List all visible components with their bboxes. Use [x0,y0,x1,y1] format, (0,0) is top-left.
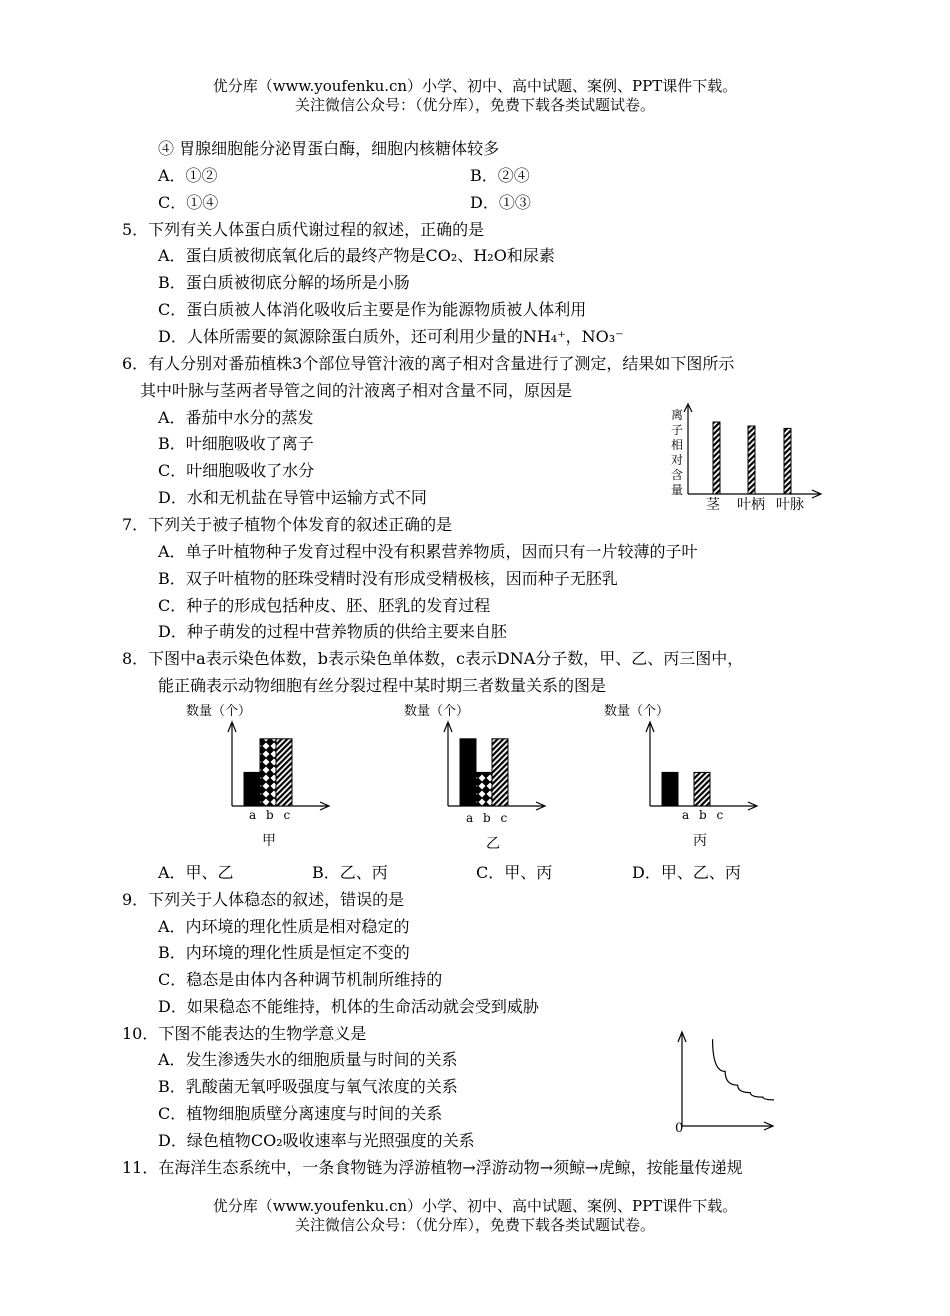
q6-option-b: B．叶细胞吸收了离子 [158,434,314,453]
q8-乙-bar-c [492,739,508,806]
q6-option-d: D．水和无机盐在导管中运输方式不同 [158,488,427,507]
q7-stem: 7．下列关于被子植物个体发育的叙述正确的是 [122,515,453,534]
q6-x-tick-vein: 叶脉 [776,497,804,513]
q8-bing-tick-labels: a b c [682,808,727,822]
q10-option-d: D．绿色植物CO₂吸收速率与光照强度的关系 [158,1131,475,1150]
q11-stem: 11．在海洋生态系统中，一条食物链为浮游植物→浮游动物→须鲸→虎鲸，按能量传递规 [122,1158,743,1177]
page-footer-line2: 关注微信公众号：（优分库），免费下载各类试题试卷。 [294,1216,655,1234]
q8-stem-line1: 8．下图中a表示染色体数，b表示染色单体数，c表示DNA分子数，甲、乙、丙三图中， [122,649,744,668]
q8-stem-line2: 能正确表示动物细胞有丝分裂过程中某时期三者数量关系的图是 [158,676,607,695]
q10-stem: 10．下图不能表达的生物学意义是 [122,1024,367,1043]
q8-甲-bar-a [244,772,260,806]
q8-jia-title: 甲 [262,833,276,849]
q7-option-a: A．单子叶植物种子发育过程中没有积累营养物质，因而只有一片较薄的子叶 [158,542,698,561]
q8-yi-tick-labels: a b c [466,811,511,825]
q8-yi-ylabel: 数量（个） [404,704,470,719]
q8-jia-tick-labels: a b c [249,808,294,822]
q10-origin-label: 0 [675,1121,684,1136]
q4-item4: ④ 胃腺细胞能分泌胃蛋白酶，细胞内核糖体较多 [158,139,500,158]
q10-option-b: B．乳酸菌无氧呼吸强度与氧气浓度的关系 [158,1077,458,1096]
q6-x-tick-petiole: 叶柄 [737,497,765,513]
q6-x-tick-stem: 茎 [706,497,720,513]
q8-option-a: A．甲、乙 [158,863,234,882]
q8-bing-ylabel: 数量（个） [604,704,670,719]
q9-option-b: B．内环境的理化性质是恒定不变的 [158,943,410,962]
q7-option-c: C．种子的形成包括种皮、胚、胚乳的发育过程 [158,596,491,615]
q6-stem-line1: 6．有人分别对番茄植株3个部位导管汁液的离子相对含量进行了测定，结果如下图所示 [122,354,735,373]
q6-option-a: A．番茄中水分的蒸发 [158,408,314,427]
q5-option-c: C．蛋白质被人体消化吸收后主要是作为能源物质被人体利用 [158,300,587,319]
q4-option-a: A．①② [158,166,218,185]
q10-curve-line [713,1039,774,1100]
q8-乙-bar-a [460,739,476,806]
q8-甲-bar-b [260,739,276,806]
q9-stem: 9．下列关于人体稳态的叙述，错误的是 [122,890,405,909]
q8-jia-ylabel: 数量（个） [186,704,252,719]
page-footer-line1: 优分库（www.youfenku.cn）小学、初中、高中试题、案例、PPT课件下载。 [212,1197,738,1215]
q8-option-b: B．乙、丙 [312,863,388,882]
q5-option-b: B．蛋白质被彻底分解的场所是小肠 [158,273,410,292]
q8-chart-jia [222,718,332,813]
q9-option-a: A．内环境的理化性质是相对稳定的 [158,917,410,936]
q7-option-d: D．种子萌发的过程中营养物质的供给主要来自胚 [158,622,507,641]
q10-option-c: C．植物细胞质壁分离速度与时间的关系 [158,1104,443,1123]
q8-bing-title: 丙 [693,833,707,849]
q4-option-c: C．①④ [158,193,219,212]
page-header-line2: 关注微信公众号：（优分库），免费下载各类试题试卷。 [294,96,655,114]
q4-option-b: B．②④ [470,166,530,185]
q6-bar-叶柄 [748,426,755,494]
page-header-line1: 优分库（www.youfenku.cn）小学、初中、高中试题、案例、PPT课件下载。 [212,77,738,95]
q5-stem: 5．下列有关人体蛋白质代谢过程的叙述，正确的是 [122,220,485,239]
q9-option-d: D．如果稳态不能维持，机体的生命活动就会受到威胁 [158,997,539,1016]
q6-y-label: 离子相对含量 [671,408,684,497]
q8-option-c: C．甲、丙 [476,863,553,882]
q8-chart-yi [438,718,548,813]
q10-option-a: A．发生渗透失水的细胞质量与时间的关系 [158,1050,458,1069]
q4-option-d: D．①③ [470,193,531,212]
q6-bar-叶脉 [784,428,791,494]
q8-chart-bing [640,718,760,813]
q6-option-c: C．叶细胞吸收了水分 [158,461,315,480]
q8-甲-bar-c [276,739,292,806]
q8-丙-bar-c [694,772,710,806]
q6-stem-line2: 其中叶脉与茎两者导管之间的汁液离子相对含量不同，原因是 [140,381,573,400]
q8-丙-bar-a [662,772,678,806]
q5-option-d: D．人体所需要的氮源除蛋白质外，还可利用少量的NH₄⁺，NO₃⁻ [158,327,624,346]
q6-bar-茎 [713,422,720,494]
q8-乙-bar-b [476,772,492,806]
q8-option-d: D．甲、乙、丙 [632,863,741,882]
q8-yi-title: 乙 [486,836,500,852]
q7-option-b: B．双子叶植物的胚珠受精时没有形成受精极核，因而种子无胚乳 [158,569,618,588]
q10-curve-chart [674,1028,774,1136]
q9-option-c: C．稳态是由体内各种调节机制所维持的 [158,970,443,989]
q5-option-a: A．蛋白质被彻底氧化后的最终产物是CO₂、H₂O和尿素 [158,246,555,265]
